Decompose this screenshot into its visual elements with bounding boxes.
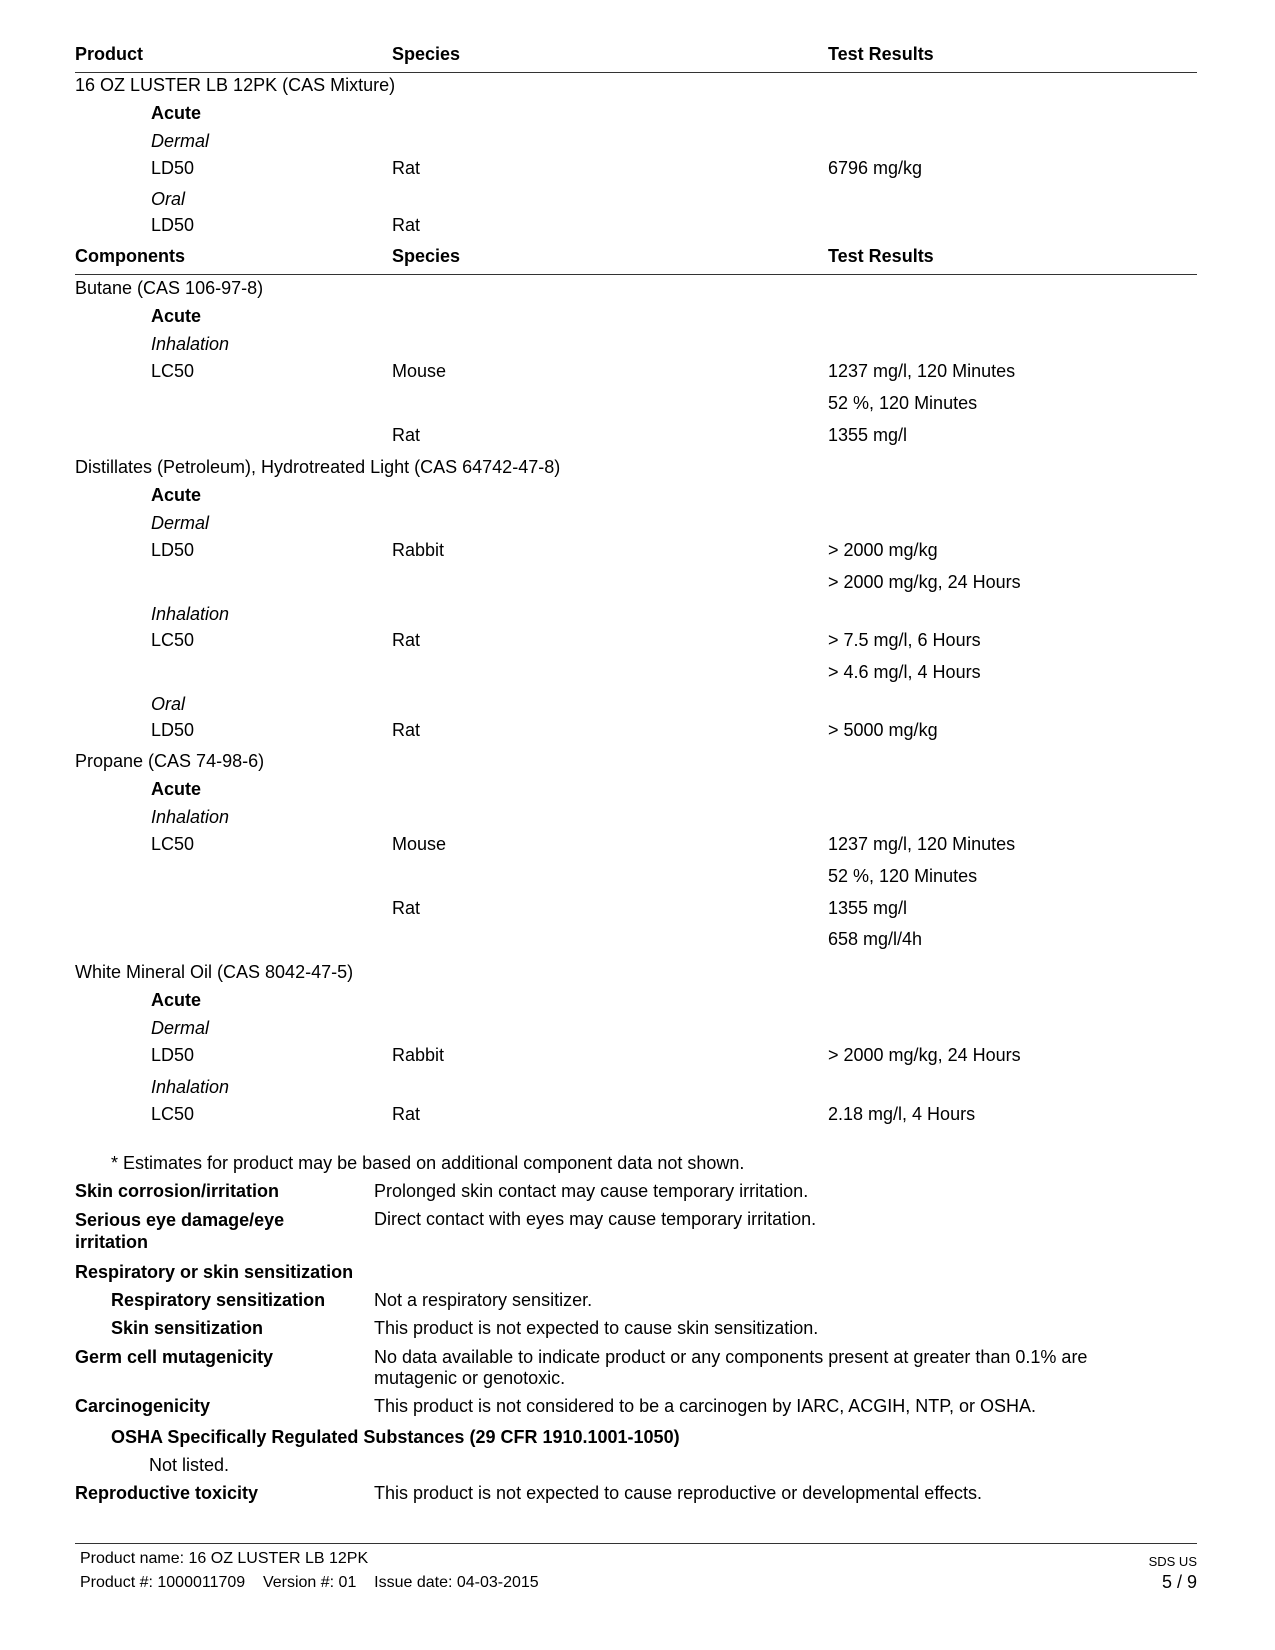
col-header-components: Components bbox=[75, 246, 185, 266]
col-header-test-results: Test Results bbox=[828, 246, 934, 266]
reproductive-toxicity-text: This product is not expected to cause reproductive or developmental effects. bbox=[374, 1483, 983, 1503]
footer-product-line: Product #: 1000011709 Version #: 01 Issue date: 04-03-2015 bbox=[80, 1574, 539, 1591]
footer-divider bbox=[75, 1543, 1197, 1544]
species: Rabbit bbox=[392, 540, 445, 560]
header-divider bbox=[75, 72, 1197, 73]
acute-label: Acute bbox=[151, 779, 202, 799]
test-result: 1355 mg/l bbox=[828, 425, 908, 445]
test-result: 1237 mg/l, 120 Minutes bbox=[828, 834, 1016, 854]
eye-damage-label: Serious eye damage/eye irritation bbox=[75, 1210, 285, 1252]
test-type: LC50 bbox=[151, 834, 195, 854]
species: Mouse bbox=[392, 361, 447, 381]
test-result: > 2000 mg/kg bbox=[828, 540, 938, 560]
test-result: > 7.5 mg/l, 6 Hours bbox=[828, 630, 981, 650]
footer-page-number: 5 / 9 bbox=[1161, 1572, 1197, 1592]
test-result: > 2000 mg/kg, 24 Hours bbox=[828, 1045, 1021, 1065]
route-label: Inhalation bbox=[151, 1077, 230, 1097]
col-header-species: Species bbox=[392, 246, 461, 266]
skin-sensitization-text: This product is not expected to cause skin sensitization. bbox=[374, 1318, 819, 1338]
route-label: Dermal bbox=[151, 131, 210, 151]
species: Rat bbox=[392, 158, 421, 178]
species: Rat bbox=[392, 630, 421, 650]
acute-label: Acute bbox=[151, 990, 202, 1010]
germ-cell-label: Germ cell mutagenicity bbox=[75, 1347, 274, 1367]
test-result: 1237 mg/l, 120 Minutes bbox=[828, 361, 1016, 381]
route-label: Inhalation bbox=[151, 604, 230, 624]
acute-label: Acute bbox=[151, 485, 202, 505]
product-name: 16 OZ LUSTER LB 12PK (CAS Mixture) bbox=[75, 75, 396, 95]
header-divider bbox=[75, 274, 1197, 275]
test-type: LD50 bbox=[151, 1045, 195, 1065]
estimates-note: * Estimates for product may be based on additional component data not shown. bbox=[111, 1153, 745, 1173]
test-result: 52 %, 120 Minutes bbox=[828, 866, 978, 886]
test-type: LD50 bbox=[151, 215, 195, 235]
route-label: Dermal bbox=[151, 1018, 210, 1038]
species: Rat bbox=[392, 720, 421, 740]
test-type: LC50 bbox=[151, 361, 195, 381]
osha-text: Not listed. bbox=[149, 1455, 230, 1475]
route-label: Oral bbox=[151, 189, 186, 209]
col-header-test-results: Test Results bbox=[828, 44, 934, 64]
acute-label: Acute bbox=[151, 306, 202, 326]
test-type: LD50 bbox=[151, 540, 195, 560]
eye-damage-text: Direct contact with eyes may cause temporary irritation. bbox=[374, 1209, 817, 1229]
test-result: > 2000 mg/kg, 24 Hours bbox=[828, 572, 1021, 592]
skin-corrosion-label: Skin corrosion/irritation bbox=[75, 1181, 280, 1201]
test-result: > 5000 mg/kg bbox=[828, 720, 938, 740]
col-header-product: Product bbox=[75, 44, 144, 64]
route-label: Inhalation bbox=[151, 334, 230, 354]
osha-label: OSHA Specifically Regulated Substances (29 CFR 1910.1001-1050) bbox=[111, 1427, 680, 1447]
test-type: LD50 bbox=[151, 720, 195, 740]
component-name: Propane (CAS 74-98-6) bbox=[75, 751, 265, 771]
test-result: 52 %, 120 Minutes bbox=[828, 393, 978, 413]
footer-product-name: Product name: 16 OZ LUSTER LB 12PK bbox=[80, 1550, 369, 1567]
species: Mouse bbox=[392, 834, 447, 854]
reproductive-toxicity-label: Reproductive toxicity bbox=[75, 1483, 259, 1503]
route-label: Inhalation bbox=[151, 807, 230, 827]
carcinogenicity-label: Carcinogenicity bbox=[75, 1396, 211, 1416]
route-label: Dermal bbox=[151, 513, 210, 533]
carcinogenicity-text: This product is not considered to be a carcinogen by IARC, ACGIH, NTP, or OSHA. bbox=[374, 1396, 1036, 1416]
species: Rat bbox=[392, 1104, 421, 1124]
species: Rat bbox=[392, 898, 421, 918]
skin-corrosion-text: Prolonged skin contact may cause temporary irritation. bbox=[374, 1181, 809, 1201]
respiratory-sensitization-text: Not a respiratory sensitizer. bbox=[374, 1290, 593, 1310]
test-result: 1355 mg/l bbox=[828, 898, 908, 918]
acute-label: Acute bbox=[151, 103, 202, 123]
test-result: > 4.6 mg/l, 4 Hours bbox=[828, 662, 981, 682]
species: Rat bbox=[392, 215, 421, 235]
component-name: Distillates (Petroleum), Hydrotreated Light (CAS 64742-47-8) bbox=[75, 457, 561, 477]
route-label: Oral bbox=[151, 694, 186, 714]
respiratory-sensitization-label: Respiratory sensitization bbox=[111, 1290, 326, 1310]
test-result: 6796 mg/kg bbox=[828, 158, 923, 178]
footer-sds-label: SDS US bbox=[1148, 1554, 1197, 1569]
test-result: 2.18 mg/l, 4 Hours bbox=[828, 1104, 976, 1124]
skin-sensitization-label: Skin sensitization bbox=[111, 1318, 264, 1338]
col-header-species: Species bbox=[392, 44, 461, 64]
sensitization-label: Respiratory or skin sensitization bbox=[75, 1262, 354, 1282]
test-type: LD50 bbox=[151, 158, 195, 178]
test-type: LC50 bbox=[151, 630, 195, 650]
component-name: White Mineral Oil (CAS 8042-47-5) bbox=[75, 962, 354, 982]
component-name: Butane (CAS 106-97-8) bbox=[75, 278, 264, 298]
test-result: 658 mg/l/4h bbox=[828, 929, 923, 949]
germ-cell-text: No data available to indicate product or any components present at greater than 0.1% are mutagenic or genotoxic. bbox=[374, 1347, 1088, 1388]
species: Rabbit bbox=[392, 1045, 445, 1065]
species: Rat bbox=[392, 425, 421, 445]
test-type: LC50 bbox=[151, 1104, 195, 1124]
